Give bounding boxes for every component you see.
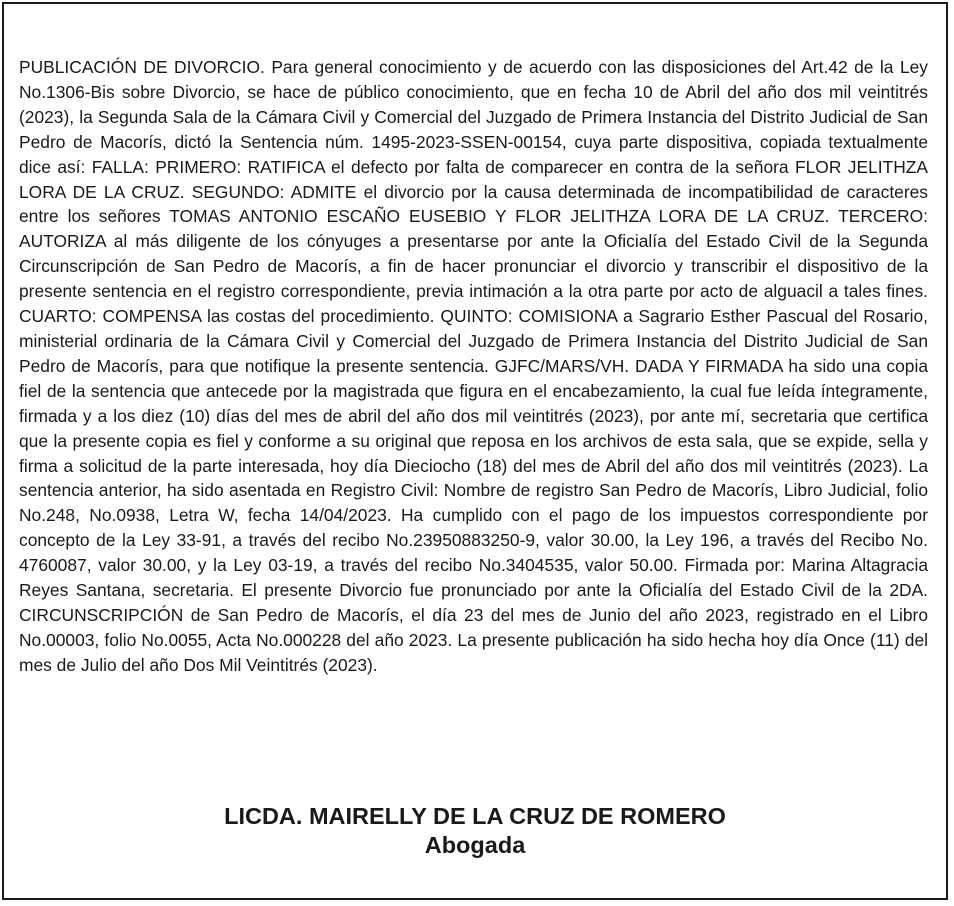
- notice-body-text: PUBLICACIÓN DE DIVORCIO. Para general conocimiento y de acuerdo con las disposiciones del Art.42 de la Ley No.1306-Bis sobre Divorcio, se hace de público conocimiento, que en fecha 10 de Abril del año dos mil veintitrés (2023), la Segunda Sala de la Cámara Civil y Comercial del Juzgado de Primera Instancia del Distrito Judicial de San Pedro de Macorís, dictó la Sentencia núm. 1495-2023-SSEN-00154, cuya parte dispositiva, copiada textualmente dice así: FALLA: PRIMERO: RATIFICA el defecto por falta de comparecer en contra de la señora FLOR JELITHZA LORA DE LA CRUZ. SEGUNDO: ADMITE el divorcio por la causa determinada de incompatibilidad de caracteres entre los señores TOMAS ANTONIO ESCAÑO EUSEBIO Y FLOR JELITHZA LORA DE LA CRUZ. TERCERO: AUTORIZA al más diligente de los cónyuges a presentarse por ante la Oficialía del Estado Civil de la Segunda Circunscripción de San Pedro de Macorís, a fin de hacer pronunciar el divorcio y transcribir el dispositivo de la presente sentencia en el registro correspondiente, previa intimación a la otra parte por acto de alguacil a tales fines. CUARTO: COMPENSA las costas del procedimiento. QUINTO: COMISIONA a Sagrario Esther Pascual del Rosario, ministerial ordinaria de la Cámara Civil y Comercial del Juzgado de Primera Instancia del Distrito Judicial de San Pedro de Macorís, para que notifique la presente sentencia. GJFC/MARS/VH. DADA Y FIRMADA ha sido una copia fiel de la sentencia que antecede por la magistrada que figura en el encabezamiento, la cual fue leída íntegramente, firmada y a los diez (10) días del mes de abril del año dos mil veintitrés (2023), por ante mí, secretaria que certifica que la presente copia es fiel y conforme a su original que reposa en los archivos de esta sala, que se expide, sella y firma a solicitud de la parte interesada, hoy día Dieciocho (18) del mes de Abril del año dos mil veintitrés (2023). La sentencia anterior, ha sido asentada en Registro Civil: Nombre de registro San Pedro de Macorís, Libro Judicial, folio No.248, No.0938, Letra W, fecha 14/04/2023. Ha cumplido con el pago de los impuestos correspondiente por concepto de la Ley 33-91, a través del recibo No.23950883250-9, valor 30.00, la Ley 196, a través del Recibo No. 4760087, valor 30.00, y la Ley 03-19, a través del recibo No.3404535, valor 50.00. Firmada por: Marina Altagracia Reyes Santana, secretaria. El presente Divorcio fue pronunciado por ante la Oficialía del Estado Civil de la 2DA. CIRCUNSCRIPCIÓN de San Pedro de Macorís, el día 23 del mes de Junio del año 2023, registrado en el Libro No.00003, folio No.0055, Acta No.000228 del año 2023. La presente publicación ha sido hecha hoy día Once (11) del mes de Julio del año Dos Mil Veintitrés (2023).: [19, 57, 928, 675]
- signature-title: Abogada: [424, 832, 526, 858]
- signature-name: LICDA. MAIRELLY DE LA CRUZ DE ROMERO: [224, 803, 726, 829]
